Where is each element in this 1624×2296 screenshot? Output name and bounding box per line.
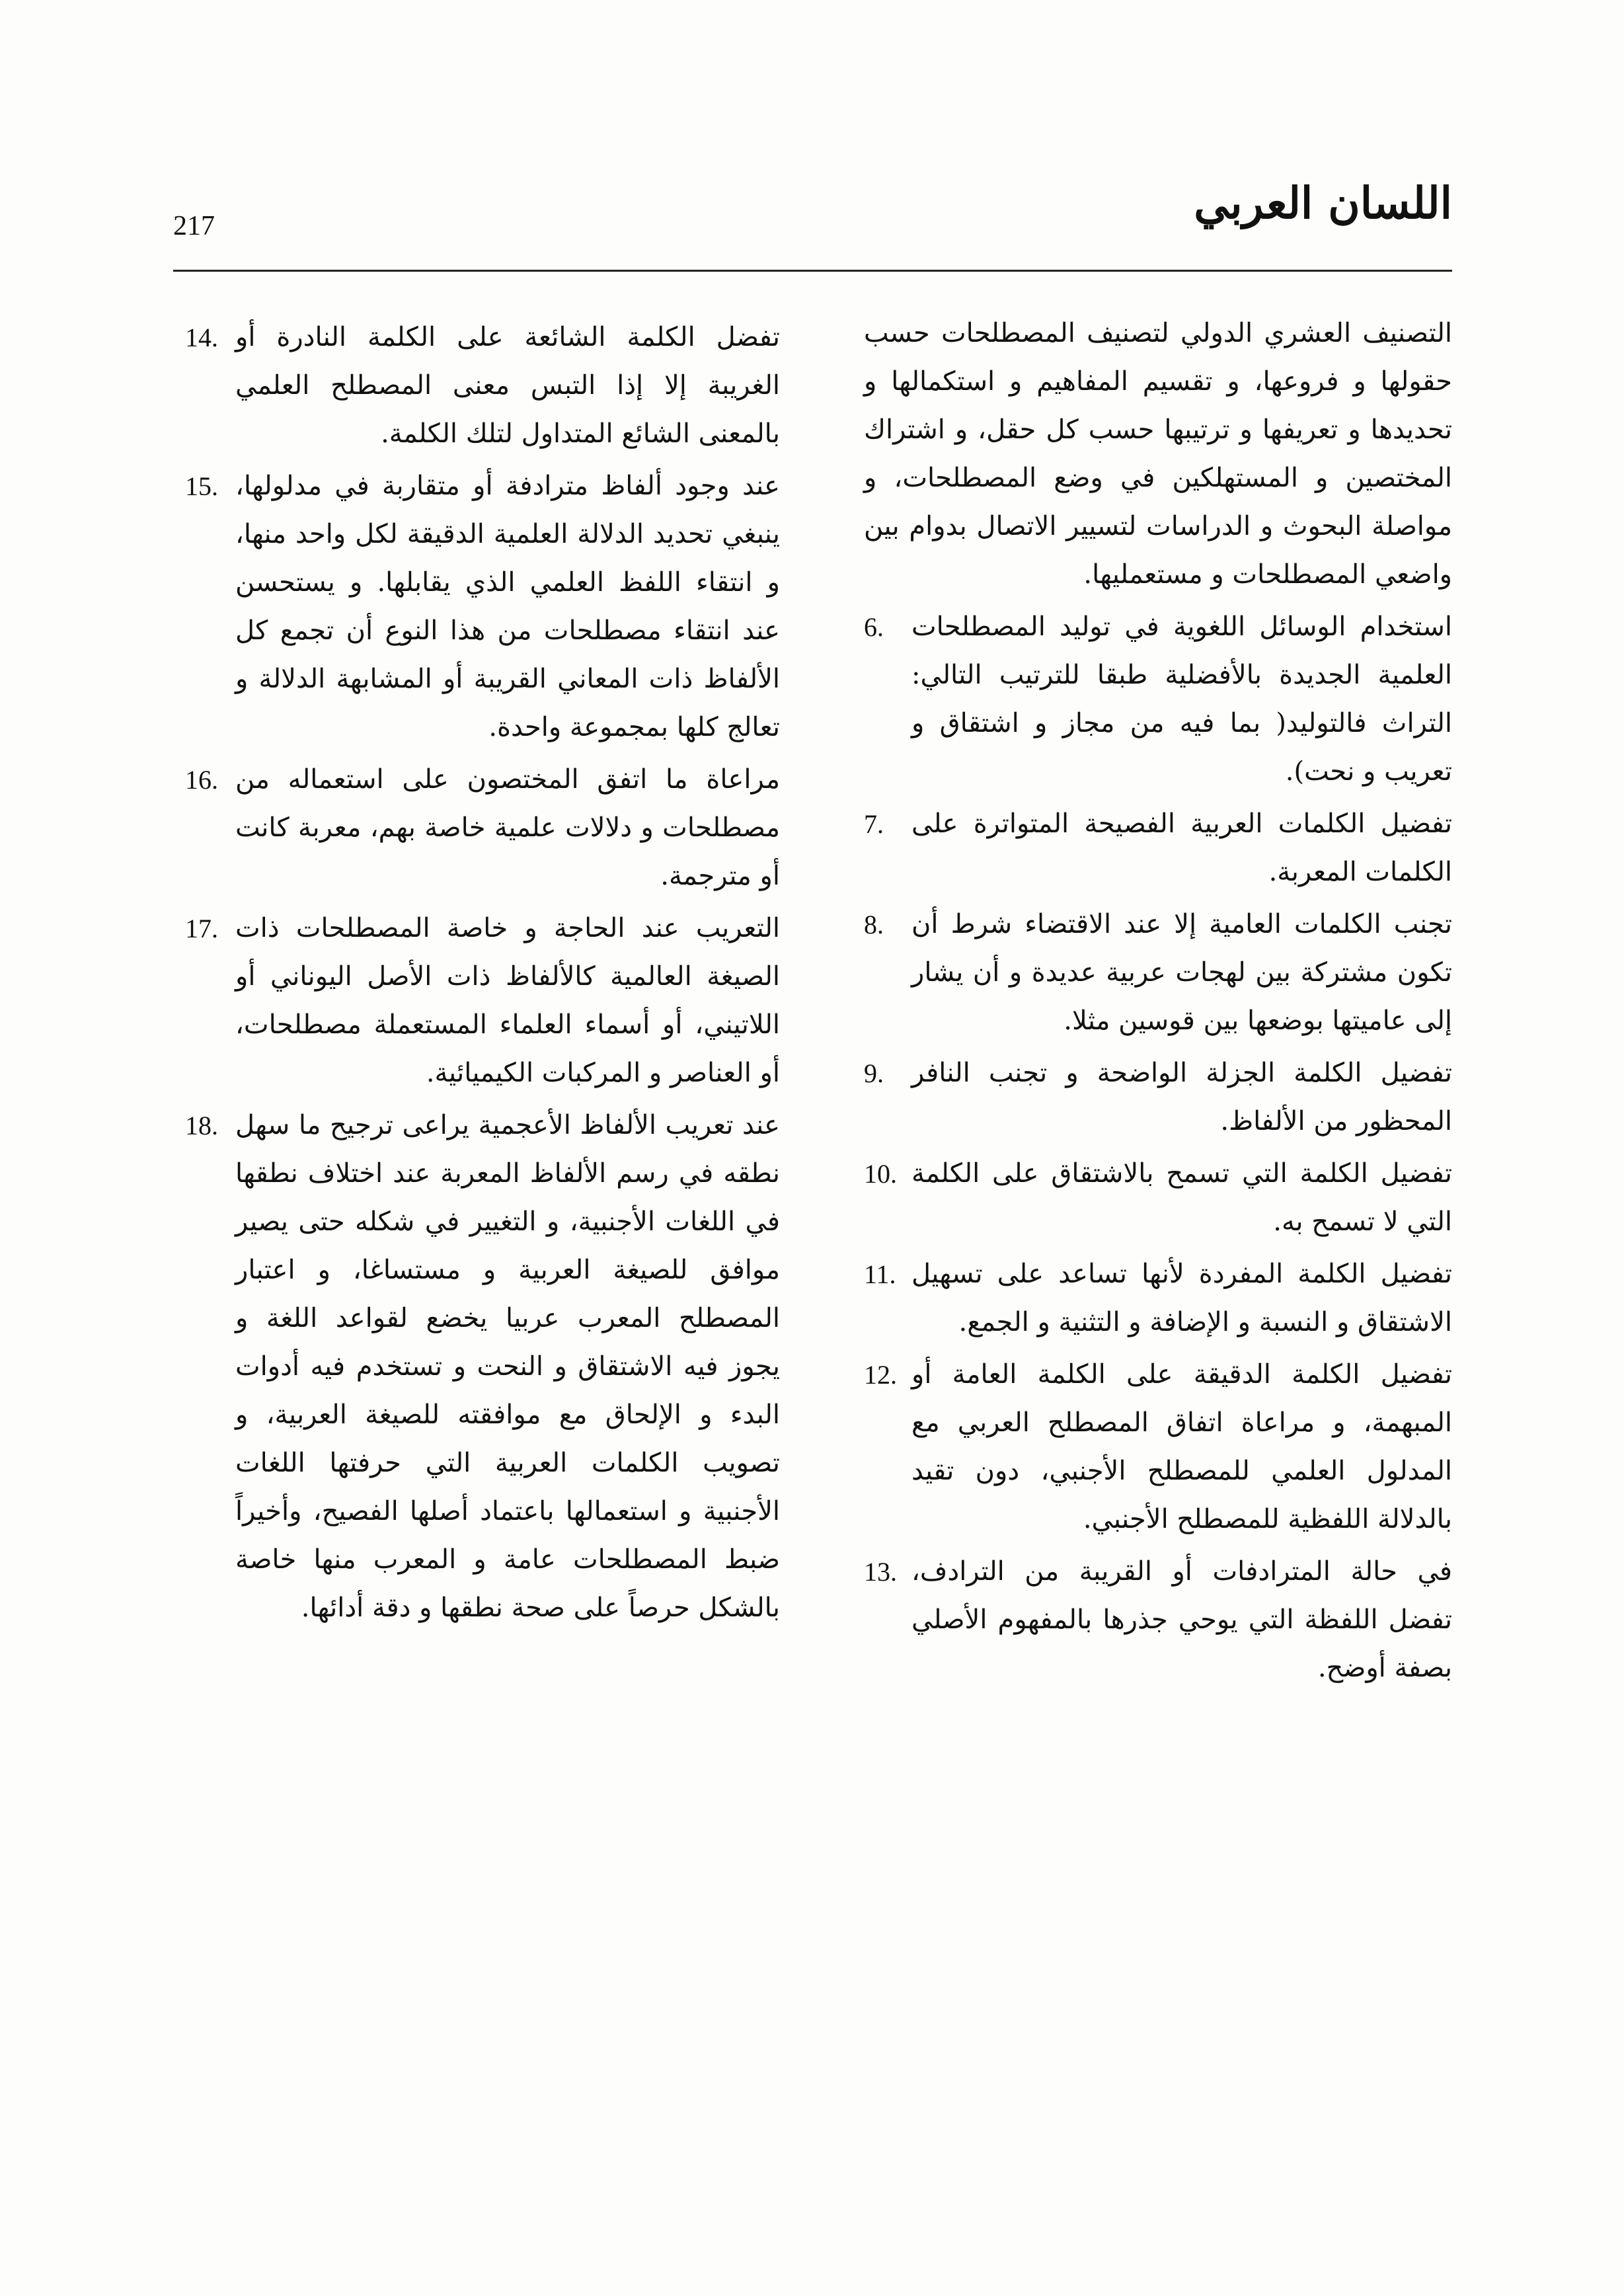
list-item-text: التعريب عند الحاجة و خاصة المصطلحات ذات الصيغة العالمية كالألفاظ ذات الأصل اليوناني أو اللاتيني، أو أسماء العلماء المستعملة مصطلحات، أو العناصر و المركبات الكيميائية. [235, 913, 780, 1088]
list-item-text: عند تعريب الألفاظ الأعجمية يراعى ترجيح ما سهل نطقه في رسم الألفاظ المعربة عند اختلاف نطقها في اللغات الأجنبية، و التغيير في شكله حتى يصير موافق للصيغة العربية و مستساغا، و اعتبار المصطلح المعرب عربيا يخضع لقواعد اللغة و يجوز فيه الاشتقاق و النحت و تستخدم فيه أدوات البدء و الإلحاق مع موافقته للصيغة العربية، و تصويب الكلمات العربية التي حرفتها اللغات الأجنبية و استعمالها باعتماد أصلها الفصيح، وأخيراً ضبط المصطلحات عامة و المعرب منها خاصة بالشكل حرصاً على صحة نطقها و دقة أدائها. [235, 1110, 780, 1623]
list-item-text: في حالة المترادفات أو القريبة من الترادف، تفضل اللفظة التي يوحي جذرها بالمفهوم الأصلي بصفة أوضح. [911, 1556, 1452, 1683]
list-item [185, 313, 780, 458]
list-item [864, 1351, 1452, 1544]
list-item [185, 462, 780, 752]
list-item-text: تفضيل الكلمة الدقيقة على الكلمة العامة أو المبهمة، و مراعاة اتفاق المصطلح العربي مع المدلول العلمي للمصطلح الأجنبي، دون تقيد بالدلالة اللفظية للمصطلح الأجنبي. [911, 1359, 1452, 1534]
list-item-number: 8. [864, 910, 884, 939]
list-item [864, 900, 1452, 1045]
list-item-number: 10. [864, 1159, 897, 1189]
list-item-text: تجنب الكلمات العامية إلا عند الاقتضاء شرط أن تكون مشتركة بين لهجات عربية عديدة و أن يشار إلى عاميتها بوضعها بين قوسين مثلا. [911, 909, 1452, 1036]
list-item [864, 800, 1452, 896]
list-item-number: 7. [864, 809, 884, 839]
intro-paragraph: التصنيف العشري الدولي لتصنيف المصطلحات حسب حقولها و فروعها، و تقسيم المفاهيم و استكمالها و تحديدها و تعريفها و ترتيبها حسب كل حقل، و اشتراك المختصين و المستهلكين في وضع المصطلحات، و مواصلة البحوث و الدراسات لتسيير الاتصال بدوام بين واضعي المصطلحات و مستعمليها. [864, 318, 1452, 590]
list-item-text: تفضل الكلمة الشائعة على الكلمة النادرة أو الغريبة إلا إذا التبس معنى المصطلح العلمي بالمعنى الشائع المتداول لتلك الكلمة. [235, 322, 780, 449]
list-item-number: 6. [864, 612, 884, 642]
header-divider [173, 270, 1452, 272]
list-item-text: تفضيل الكلمة التي تسمح بالاشتقاق على الكلمة التي لا تسمح به. [911, 1158, 1452, 1237]
list-item-number: 11. [864, 1259, 896, 1289]
list-item-number: 18. [185, 1111, 218, 1140]
journal-title-logo: اللسان العربي [1194, 177, 1452, 229]
left-column [185, 309, 780, 1632]
list-item [864, 603, 1452, 796]
list-item-number: 12. [864, 1360, 897, 1390]
page-number: 217 [173, 211, 215, 241]
list-item-number: 13. [864, 1557, 897, 1587]
list-item [185, 1101, 780, 1632]
list-item [864, 1150, 1452, 1246]
list-item-text: مراعاة ما اتفق المختصون على استعماله من مصطلحات و دلالات علمية خاصة بهم، معربة كانت أو مترجمة. [235, 764, 780, 891]
list-item-number: 15. [185, 471, 218, 501]
list-item [185, 756, 780, 900]
list-item-number: 9. [864, 1058, 884, 1088]
list-item-text: تفضيل الكلمات العربية الفصيحة المتواترة على الكلمات المعربة. [911, 809, 1452, 887]
list-item-number: 16. [185, 765, 218, 795]
list-item-text: تفضيل الكلمة المفردة لأنها تساعد على تسهيل الاشتقاق و النسبة و الإضافة و التثنية و الجمع. [911, 1259, 1452, 1337]
list-item-text: عند وجود ألفاظ مترادفة أو متقاربة في مدلولها، ينبغي تحديد الدلالة العلمية الدقيقة لكل واحد منها، و انتقاء اللفظ العلمي الذي يقابلها. و يستحسن عند انتقاء مصطلحات من هذا النوع أن تجمع كل الألفاظ ذات المعاني القريبة أو المشابهة الدلالة و تعالج كلها بمجموعة واحدة. [235, 471, 780, 742]
list-item-text: تفضيل الكلمة الجزلة الواضحة و تجنب النافر المحظور من الألفاظ. [911, 1058, 1452, 1136]
list-item-number: 14. [185, 323, 218, 352]
list-item-number: 17. [185, 914, 218, 943]
list-item [864, 1049, 1452, 1146]
list-item [864, 1548, 1452, 1692]
right-column [864, 309, 1452, 1692]
list-item-text: استخدام الوسائل اللغوية في توليد المصطلحات العلمية الجديدة بالأفضلية طبقا للترتيب التالي: التراث فالتوليد( بما فيه من مجاز و اشتقاق و تعريب و نحت). [911, 612, 1452, 787]
list-item [864, 1250, 1452, 1347]
list-item [185, 904, 780, 1097]
